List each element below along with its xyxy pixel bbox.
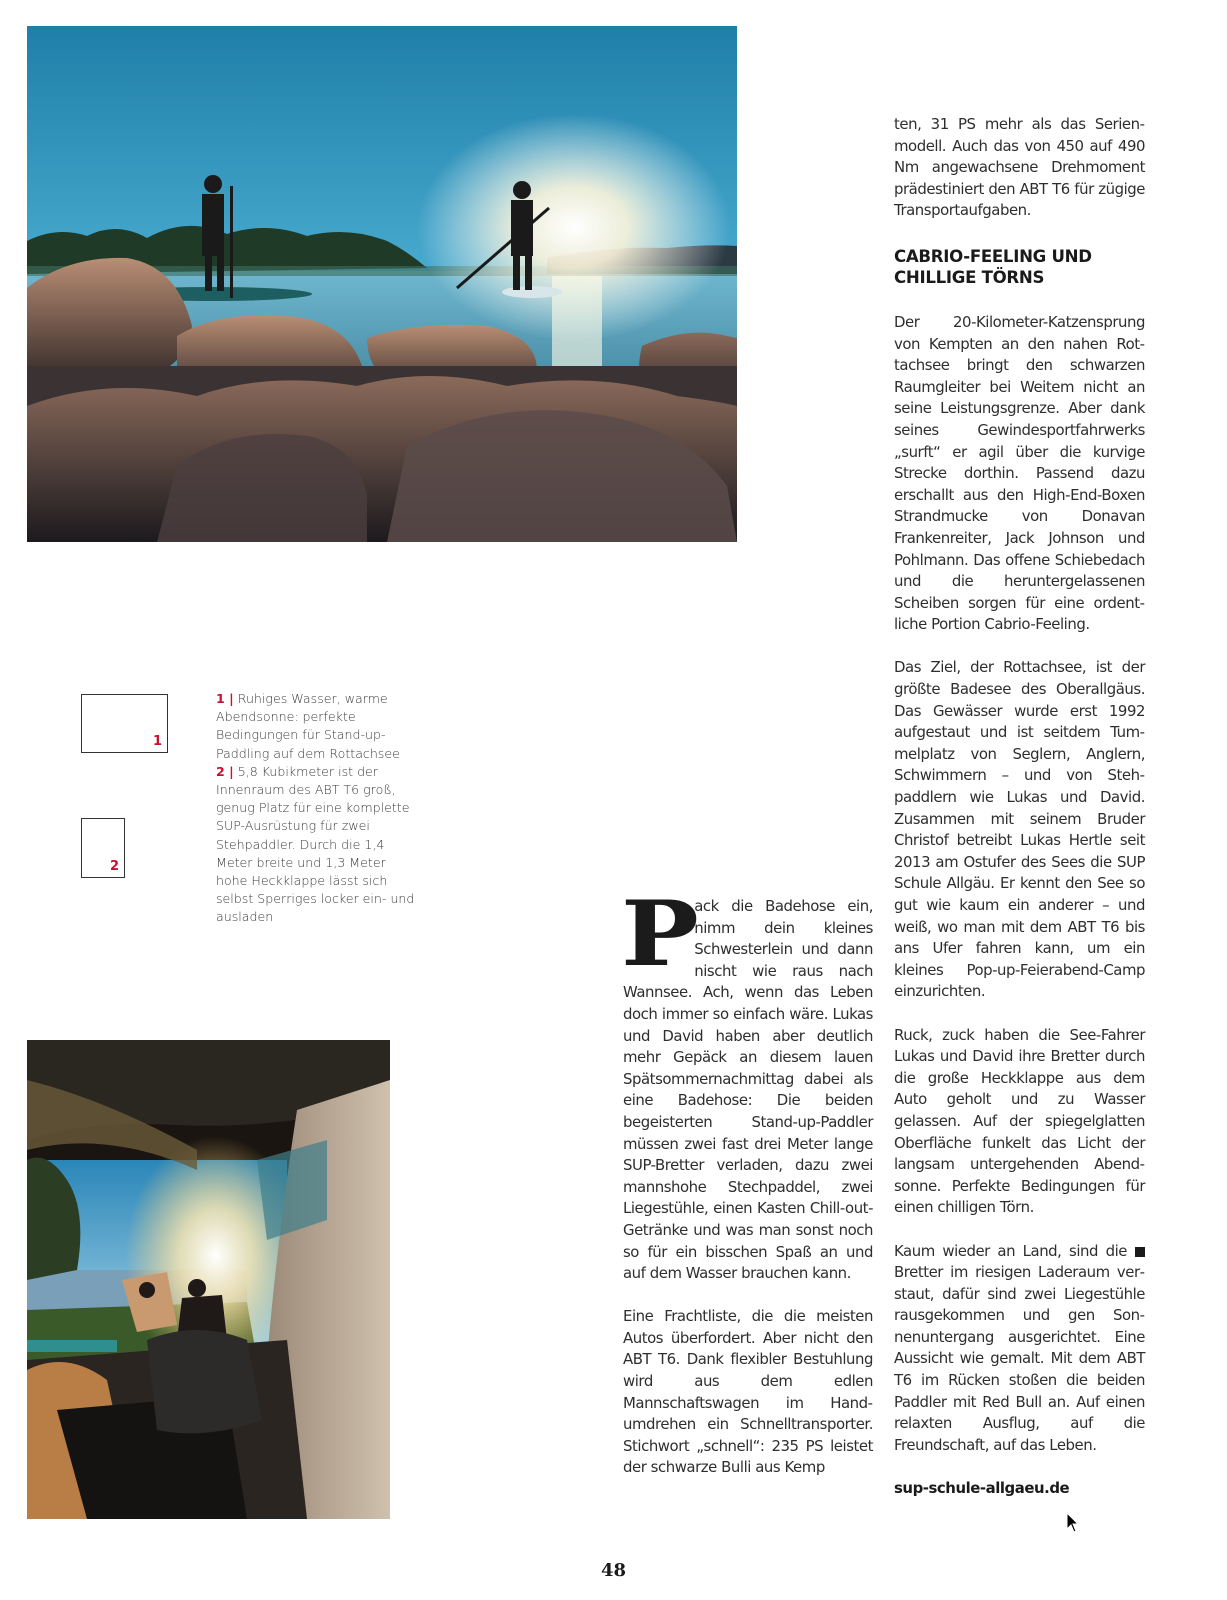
article-paragraph-ending (894, 1241, 1145, 1457)
article-ending-text: Kaum wieder an Land, sind die Bretter im riesigen Laderaum verstaut, dafür sind zwei Liegestühle rausgekommen und gen Sonnenuntergang ausgerichtet. Eine Aussicht wie gemalt. Mit dem ABT T6 im Rücken stoßen die beiden Paddler mit Red Bull an. Auf einen relaxten Ausflug, auf die Freundschaft, auf das Leben. (894, 1241, 1145, 1454)
article-paragraph-paddling: Ruck, zuck haben die See-Fahrer Lukas und David ihre Bretter durch die große Heckklappe aus dem Auto geholt und zu Wasser gelassen. Auf der spiegelglatten Oberfläche funkelt das Licht der langsam untergehenden Abendsonne. Perfekte Bedingungen für einen chilligen Törn. (894, 1025, 1145, 1217)
thumbnail-1 (81, 694, 168, 753)
van-cargo-interior-image (27, 1040, 390, 1519)
thumbnail-2-number: 2 (109, 859, 119, 874)
end-mark-icon (1135, 1247, 1145, 1257)
caption-text-2: 5,8 Kubikmeter ist der Innenraum des ABT T6 groß, genug Platz für eine komplette SUP-Ausrüstung für zwei Stehpaddler. Durch die 1,4 Meter breite und 1,3 Meter hohe Heckklappe lässt sich selbst Sperriges locker ein- und ausladen (216, 763, 415, 925)
page-number: 48 (600, 1560, 627, 1581)
mouse-cursor-icon (1066, 1512, 1080, 1534)
article-paragraph-intro (621, 881, 873, 1285)
caption-text-1: Ruhiges Wasser, warme Abendsonne: perfekte Bedingungen für Stand-up-Paddling auf dem Rottachsee (216, 691, 400, 761)
paddleboarders-lake-sunset-image (27, 26, 737, 542)
article-intro-text: ack die Badehose ein, nimm dein kleines Schwesterlein und dann nischt wie raus nach Wannsee. Ach, wenn das Leben doch immer so einfach wäre. Lukas und David haben aber deutlich mehr Gepäck an diesem lauen Spätsommernachmittag dabei als eine Badehose: Die beiden begeisterten Stand-up-Paddler müssen zwei fast drei Meter lange SUP-Bretter verladen, dazu zwei mannshohe Stechpaddel, zwei Liegestühle, einen Kasten Chill-out-Getränke und was man sonst noch so für ein bisschen Spaß an und auf dem Wasser brauchen kann. (623, 897, 873, 1283)
article-column-right (894, 114, 1145, 1500)
paddleboarders-lake-photo (27, 26, 737, 542)
article-paragraph-engine: ten, 31 PS mehr als das Serienmodell. Auch das von 450 auf 490 Nm angewachsene Drehmoment prädestiniert den ABT T6 für zügige Transportaufgaben. (894, 115, 1145, 220)
caption-item-2 (216, 763, 421, 927)
section-heading (894, 246, 1145, 288)
article-paragraph-cargo: Eine Frachtliste, die die meisten Autos überfordert. Aber nicht den ABT T6. Dank flexibler Bestuhlung wird aus dem edlen Mannschaftswagen im Handumdrehen ein Schnelltransporter. Stichwort „schnell“: 235 PS leistet der schwarze Bulli aus Kemp (623, 1307, 873, 1477)
section-heading-line-2: CHILLIGE TÖRNS (894, 267, 1045, 287)
thumbnail-2 (81, 818, 125, 878)
article-paragraph-drive: Der 20-Kilometer-Katzensprung von Kempten an den nahen Rottachsee bringt den schwarzen Raumgleiter bei Weitem nicht an seine Leistungsgrenze. Aber dank seines Gewindesportfahrwerks „surft“ er agil über die kurvige Strecke dorthin. Passend dazu erschallt aus den High-End-Boxen Strandmucke von Donavan Frankenreiter, Jack Johnson und Pohlmann. Das offene Schiebedach und die heruntergelassenen Scheiben sorgen für eine ordentliche Portion Cabrio-Feeling. (894, 312, 1145, 634)
caption-number-2: 2 | (216, 763, 234, 779)
van-cargo-photo (27, 1040, 390, 1519)
thumbnail-1-number: 1 (152, 734, 162, 749)
article-column-middle (621, 881, 873, 1479)
section-heading-line-1: CABRIO-FEELING UND (894, 246, 1092, 266)
article-paragraph-lake: Das Ziel, der Rottachsee, ist der größte Badesee des Oberallgäus. Das Gewässer wurde erst 1992 aufgestaut und ist seitdem Tummelplatz von Seglern, Anglern, Schwimmern – und von Stehpaddlern wie Lukas und David. Zusammen mit seinem Bruder Christof betreibt Lukas Hertle seit 2013 am Ostufer des Sees die SUP Schule Allgäu. Er kennt den See so gut wie kaum ein anderer – und weiß, wo man mit dem ABT T6 bis ans Ufer fahren kann, um ein kleines Pop-up-Feierabend-Camp einzurichten. (894, 658, 1145, 1001)
drop-cap: P (621, 881, 699, 987)
website-link[interactable]: sup-schule-allgaeu.de (894, 1479, 1070, 1498)
caption-item-1 (216, 690, 421, 763)
caption-number-1: 1 | (216, 691, 234, 706)
photo-caption (216, 690, 421, 927)
